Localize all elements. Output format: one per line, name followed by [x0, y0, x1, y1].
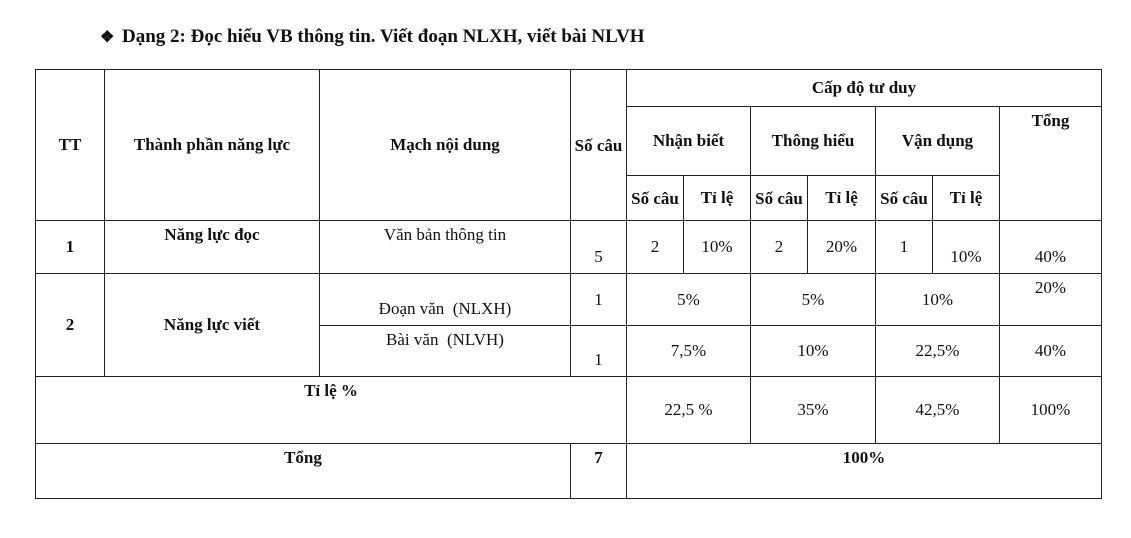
table-row: [36, 221, 1102, 274]
cell-recognize-count: 2: [627, 221, 684, 274]
cell-understand: 5%: [751, 274, 876, 326]
sub-ratio-apply: Tỉ lệ: [933, 176, 1000, 221]
cell-count: 1: [571, 274, 627, 326]
header-recognize: Nhận biết: [627, 107, 751, 176]
diamond-bullet-icon: ❖: [100, 29, 115, 46]
ratio-understand: 35%: [751, 377, 876, 444]
assessment-matrix-table: [35, 69, 1102, 499]
header-content: Mạch nội dung: [320, 70, 571, 221]
cell-apply-ratio: 10%: [933, 221, 1000, 274]
cell-count: 1: [571, 326, 627, 377]
sum-label: Tổng: [36, 444, 571, 499]
ratio-label: Tỉ lệ %: [36, 377, 627, 444]
ratio-recognize: 22,5 %: [627, 377, 751, 444]
sum-total: 100%: [627, 444, 1102, 499]
cell-understand: 10%: [751, 326, 876, 377]
cell-recognize: 5%: [627, 274, 751, 326]
cell-total: 40%: [1000, 326, 1102, 377]
cell-recognize-ratio: 10%: [684, 221, 751, 274]
sub-count-understand: Số câu: [751, 176, 808, 221]
sub-count-apply: Số câu: [876, 176, 933, 221]
header-levels-group: Cấp độ tư duy: [627, 70, 1102, 107]
cell-count: 5: [571, 221, 627, 274]
header-count: Số câu: [571, 70, 627, 221]
header-apply: Vận dụng: [876, 107, 1000, 176]
table-row: [36, 377, 1102, 444]
cell-total: 20%: [1000, 274, 1102, 326]
table-row: [36, 274, 1102, 326]
heading-text: Dạng 2: Đọc hiểu VB thông tin. Viết đoạn NLXH, viết bài NLVH: [122, 26, 645, 47]
cell-tt: 1: [36, 221, 105, 274]
cell-component: Năng lực viết: [105, 274, 320, 377]
section-heading: [100, 26, 645, 48]
cell-recognize: 7,5%: [627, 326, 751, 377]
cell-understand-count: 2: [751, 221, 808, 274]
table-header-row: [36, 70, 1102, 107]
cell-understand-ratio: 20%: [808, 221, 876, 274]
sub-count-recognize: Số câu: [627, 176, 684, 221]
header-tt: TT: [36, 70, 105, 221]
cell-content: Văn bản thông tin: [320, 221, 571, 274]
cell-apply: 22,5%: [876, 326, 1000, 377]
header-understand: Thông hiểu: [751, 107, 876, 176]
ratio-apply: 42,5%: [876, 377, 1000, 444]
sub-ratio-understand: Tỉ lệ: [808, 176, 876, 221]
cell-apply-count: 1: [876, 221, 933, 274]
cell-total: 40%: [1000, 221, 1102, 274]
cell-tt: 2: [36, 274, 105, 377]
sub-ratio-recognize: Tỉ lệ: [684, 176, 751, 221]
cell-content: Đoạn văn (NLXH): [320, 274, 571, 326]
table-row: [36, 444, 1102, 499]
cell-apply: 10%: [876, 274, 1000, 326]
ratio-total: 100%: [1000, 377, 1102, 444]
cell-component: Năng lực đọc: [105, 221, 320, 274]
sum-count: 7: [571, 444, 627, 499]
header-total: Tổng: [1000, 107, 1102, 221]
header-component: Thành phần năng lực: [105, 70, 320, 221]
cell-content: Bài văn (NLVH): [320, 326, 571, 377]
